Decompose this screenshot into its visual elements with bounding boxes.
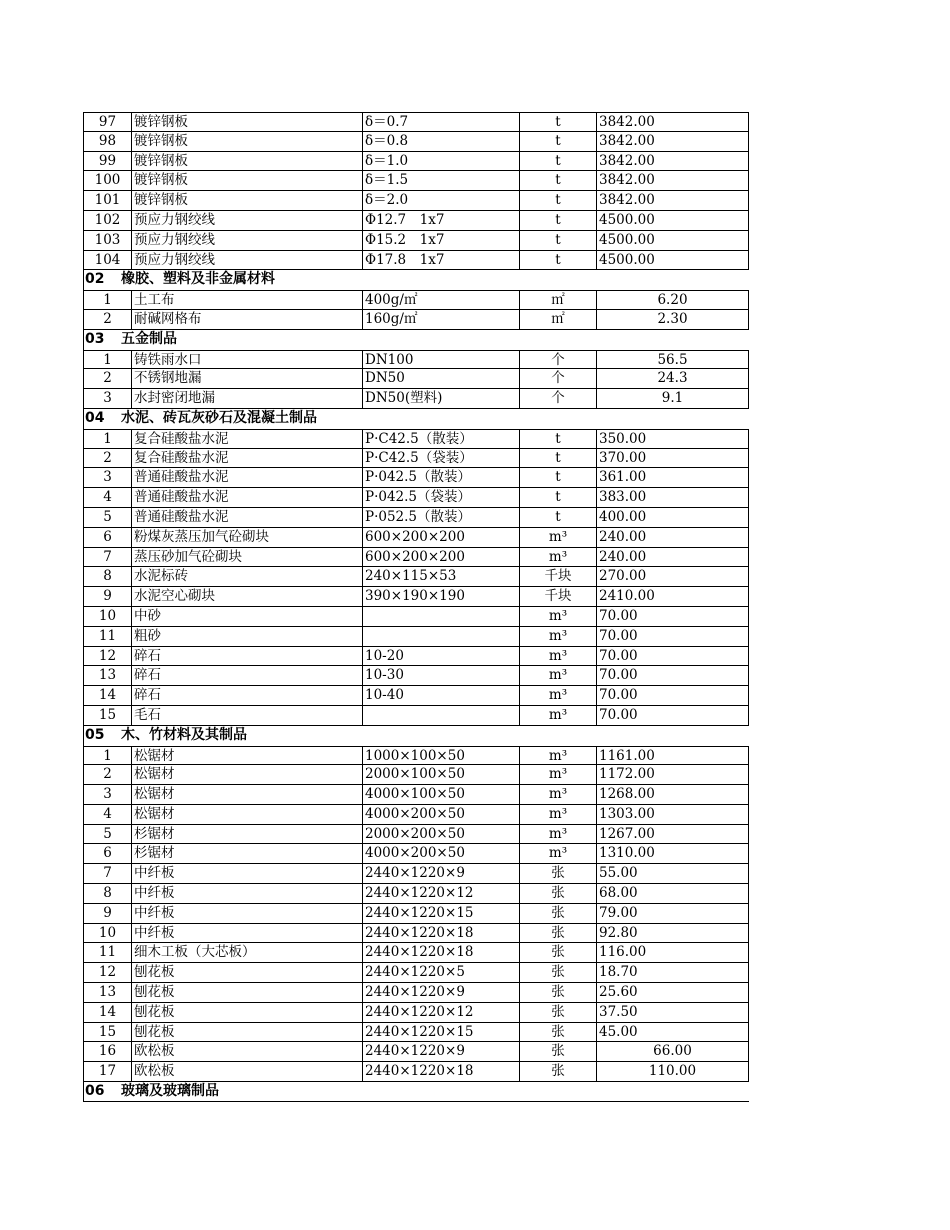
row-number-cell: 3 <box>83 785 131 805</box>
section-title: 五金制品 <box>121 330 177 347</box>
row-number-cell: 12 <box>83 647 131 667</box>
table-row <box>83 983 749 1003</box>
material-name-cell: 粗砂 <box>131 627 362 647</box>
row-number-cell: 97 <box>83 112 131 132</box>
row-number-cell: 13 <box>83 666 131 686</box>
unit-price-cell: 24.3 <box>596 369 749 389</box>
specification-cell: 600×200×200 <box>362 548 519 568</box>
table-row <box>83 548 749 568</box>
specification-cell: δ＝1.5 <box>362 171 519 191</box>
row-number-cell: 1 <box>83 350 131 370</box>
specification-cell: 2440×1220×9 <box>362 864 519 884</box>
material-name-cell: 中纤板 <box>131 864 362 884</box>
section-code: 05 <box>85 726 105 743</box>
unit-price-cell: 70.00 <box>596 607 749 627</box>
specification-cell: 2440×1220×18 <box>362 1062 519 1082</box>
row-number-cell: 7 <box>83 548 131 568</box>
unit-price-cell: 55.00 <box>596 864 749 884</box>
specification-cell: 2440×1220×15 <box>362 904 519 924</box>
row-number-cell: 13 <box>83 983 131 1003</box>
specification-cell: 4000×100×50 <box>362 785 519 805</box>
row-number-cell: 102 <box>83 211 131 231</box>
unit-price-cell: 4500.00 <box>596 211 749 231</box>
unit-price-cell: 37.50 <box>596 1003 749 1023</box>
unit-cell: m³ <box>519 844 596 864</box>
specification-cell: δ＝2.0 <box>362 191 519 211</box>
unit-cell: 个 <box>519 369 596 389</box>
unit-cell: m³ <box>519 825 596 845</box>
material-name-cell: 松锯材 <box>131 746 362 766</box>
unit-price-cell: 66.00 <box>596 1042 749 1062</box>
specification-cell: 400g/㎡ <box>362 290 519 310</box>
unit-price-cell: 383.00 <box>596 488 749 508</box>
specification-cell: 4000×200×50 <box>362 805 519 825</box>
unit-price-cell: 70.00 <box>596 647 749 667</box>
unit-price-cell: 361.00 <box>596 468 749 488</box>
section-header <box>83 726 749 746</box>
table-row <box>83 567 749 587</box>
unit-price-cell: 1267.00 <box>596 825 749 845</box>
material-name-cell: 中纤板 <box>131 904 362 924</box>
unit-price-cell: 68.00 <box>596 884 749 904</box>
table-row <box>83 765 749 785</box>
unit-cell: m³ <box>519 528 596 548</box>
material-name-cell: 杉锯材 <box>131 825 362 845</box>
specification-cell: 1000×100×50 <box>362 746 519 766</box>
unit-cell: m³ <box>519 706 596 726</box>
table-row <box>83 805 749 825</box>
specification-cell: P·042.5（散装） <box>362 468 519 488</box>
section-code: 02 <box>85 271 105 288</box>
unit-price-cell: 25.60 <box>596 983 749 1003</box>
row-number-cell: 2 <box>83 449 131 469</box>
material-name-cell: 普通硅酸盐水泥 <box>131 508 362 528</box>
table-row <box>83 647 749 667</box>
material-name-cell: 粉煤灰蒸压加气砼砌块 <box>131 528 362 548</box>
table-row <box>83 468 749 488</box>
table-row <box>83 746 749 766</box>
row-number-cell: 1 <box>83 746 131 766</box>
unit-cell: 张 <box>519 983 596 1003</box>
unit-cell: t <box>519 112 596 132</box>
specification-cell: 2440×1220×18 <box>362 924 519 944</box>
row-number-cell: 10 <box>83 924 131 944</box>
material-name-cell: 刨花板 <box>131 983 362 1003</box>
table-row <box>83 528 749 548</box>
row-number-cell: 98 <box>83 132 131 152</box>
specification-cell: 600×200×200 <box>362 528 519 548</box>
material-name-cell: 耐碱网格布 <box>131 310 362 330</box>
unit-price-cell: 4500.00 <box>596 231 749 251</box>
material-name-cell: 复合硅酸盐水泥 <box>131 449 362 469</box>
row-number-cell: 100 <box>83 171 131 191</box>
specification-cell: δ＝0.8 <box>362 132 519 152</box>
row-number-cell: 6 <box>83 844 131 864</box>
row-number-cell: 5 <box>83 508 131 528</box>
unit-price-cell: 70.00 <box>596 706 749 726</box>
table-row <box>83 904 749 924</box>
unit-cell: 张 <box>519 1003 596 1023</box>
specification-cell: 2440×1220×12 <box>362 884 519 904</box>
material-name-cell: 普通硅酸盐水泥 <box>131 488 362 508</box>
unit-price-cell: 400.00 <box>596 508 749 528</box>
table-row <box>83 152 749 172</box>
material-name-cell: 镀锌钢板 <box>131 152 362 172</box>
section-header <box>83 1082 749 1102</box>
row-number-cell: 16 <box>83 1042 131 1062</box>
unit-price-cell: 2410.00 <box>596 587 749 607</box>
material-name-cell: 镀锌钢板 <box>131 171 362 191</box>
table-row <box>83 429 749 449</box>
material-name-cell: 碎石 <box>131 666 362 686</box>
price-table <box>83 112 749 1102</box>
unit-cell: m³ <box>519 805 596 825</box>
row-number-cell: 4 <box>83 488 131 508</box>
material-name-cell: 镀锌钢板 <box>131 191 362 211</box>
specification-cell: 2440×1220×9 <box>362 1042 519 1062</box>
unit-cell: ㎡ <box>519 310 596 330</box>
table-row <box>83 864 749 884</box>
unit-cell: t <box>519 171 596 191</box>
specification-cell: 390×190×190 <box>362 587 519 607</box>
material-name-cell: 中纤板 <box>131 924 362 944</box>
unit-cell: m³ <box>519 666 596 686</box>
row-number-cell: 3 <box>83 389 131 409</box>
material-name-cell: 水封密闭地漏 <box>131 389 362 409</box>
unit-cell: t <box>519 508 596 528</box>
table-row <box>83 290 749 310</box>
specification-cell: Φ15.2 1x7 <box>362 231 519 251</box>
material-name-cell: 欧松板 <box>131 1042 362 1062</box>
specification-cell: 10-30 <box>362 666 519 686</box>
specification-cell: P·C42.5（散装） <box>362 429 519 449</box>
unit-price-cell: 4500.00 <box>596 251 749 271</box>
unit-cell: t <box>519 488 596 508</box>
material-name-cell: 刨花板 <box>131 963 362 983</box>
section-header <box>83 330 749 350</box>
specification-cell: 10-40 <box>362 686 519 706</box>
row-number-cell: 9 <box>83 587 131 607</box>
specification-cell <box>362 607 519 627</box>
unit-cell: m³ <box>519 686 596 706</box>
material-name-cell: 复合硅酸盐水泥 <box>131 429 362 449</box>
specification-cell: DN50(塑料) <box>362 389 519 409</box>
table-row <box>83 132 749 152</box>
section-title: 玻璃及玻璃制品 <box>121 1083 219 1100</box>
row-number-cell: 14 <box>83 1003 131 1023</box>
specification-cell: 2000×200×50 <box>362 825 519 845</box>
table-row <box>83 706 749 726</box>
unit-price-cell: 3842.00 <box>596 132 749 152</box>
table-row <box>83 1042 749 1062</box>
row-number-cell: 7 <box>83 864 131 884</box>
unit-cell: 张 <box>519 963 596 983</box>
unit-price-cell: 18.70 <box>596 963 749 983</box>
table-row <box>83 924 749 944</box>
unit-price-cell: 45.00 <box>596 1023 749 1043</box>
row-number-cell: 11 <box>83 627 131 647</box>
unit-cell: t <box>519 429 596 449</box>
material-name-cell: 碎石 <box>131 647 362 667</box>
specification-cell: 2440×1220×18 <box>362 943 519 963</box>
row-number-cell: 99 <box>83 152 131 172</box>
row-number-cell: 8 <box>83 567 131 587</box>
specification-cell: DN100 <box>362 350 519 370</box>
material-name-cell: 杉锯材 <box>131 844 362 864</box>
row-number-cell: 15 <box>83 1023 131 1043</box>
specification-cell: DN50 <box>362 369 519 389</box>
unit-price-cell: 1172.00 <box>596 765 749 785</box>
material-name-cell: 细木工板（大芯板） <box>131 943 362 963</box>
specification-cell: 160g/㎡ <box>362 310 519 330</box>
row-number-cell: 17 <box>83 1062 131 1082</box>
table-row <box>83 310 749 330</box>
unit-cell: 千块 <box>519 587 596 607</box>
specification-cell: 4000×200×50 <box>362 844 519 864</box>
table-row <box>83 1062 749 1082</box>
specification-cell: Φ17.8 1x7 <box>362 251 519 271</box>
unit-cell: m³ <box>519 647 596 667</box>
unit-cell: t <box>519 211 596 231</box>
table-row <box>83 171 749 191</box>
row-number-cell: 9 <box>83 904 131 924</box>
specification-cell: 2000×100×50 <box>362 765 519 785</box>
specification-cell: 10-20 <box>362 647 519 667</box>
material-name-cell: 松锯材 <box>131 785 362 805</box>
table-row <box>83 1023 749 1043</box>
unit-price-cell: 56.5 <box>596 350 749 370</box>
unit-cell: m³ <box>519 785 596 805</box>
unit-cell: t <box>519 251 596 271</box>
table-row <box>83 587 749 607</box>
unit-price-cell: 1268.00 <box>596 785 749 805</box>
table-row <box>83 211 749 231</box>
section-header <box>83 409 749 429</box>
table-row <box>83 231 749 251</box>
unit-price-cell: 70.00 <box>596 627 749 647</box>
unit-price-cell: 240.00 <box>596 548 749 568</box>
unit-price-cell: 3842.00 <box>596 171 749 191</box>
material-name-cell: 不锈钢地漏 <box>131 369 362 389</box>
unit-price-cell: 1161.00 <box>596 746 749 766</box>
material-name-cell: 刨花板 <box>131 1003 362 1023</box>
unit-price-cell: 270.00 <box>596 567 749 587</box>
specification-cell <box>362 627 519 647</box>
material-name-cell: 预应力钢绞线 <box>131 211 362 231</box>
specification-cell: P·042.5（袋装） <box>362 488 519 508</box>
specification-cell: 2440×1220×12 <box>362 1003 519 1023</box>
table-row <box>83 251 749 271</box>
unit-price-cell: 350.00 <box>596 429 749 449</box>
row-number-cell: 15 <box>83 706 131 726</box>
unit-cell: 千块 <box>519 567 596 587</box>
material-name-cell: 刨花板 <box>131 1023 362 1043</box>
unit-cell: 张 <box>519 1023 596 1043</box>
row-number-cell: 3 <box>83 468 131 488</box>
row-number-cell: 6 <box>83 528 131 548</box>
material-name-cell: 松锯材 <box>131 805 362 825</box>
section-title: 水泥、砖瓦灰砂石及混凝土制品 <box>121 409 317 426</box>
row-number-cell: 2 <box>83 310 131 330</box>
material-name-cell: 土工布 <box>131 290 362 310</box>
material-name-cell: 欧松板 <box>131 1062 362 1082</box>
row-number-cell: 2 <box>83 369 131 389</box>
table-row <box>83 884 749 904</box>
specification-cell: P·052.5（散装） <box>362 508 519 528</box>
table-row <box>83 666 749 686</box>
table-row <box>83 449 749 469</box>
table-row <box>83 963 749 983</box>
row-number-cell: 1 <box>83 290 131 310</box>
table-row <box>83 350 749 370</box>
section-code: 06 <box>85 1083 105 1100</box>
unit-cell: 张 <box>519 884 596 904</box>
unit-price-cell: 79.00 <box>596 904 749 924</box>
row-number-cell: 104 <box>83 251 131 271</box>
table-row <box>83 607 749 627</box>
unit-price-cell: 240.00 <box>596 528 749 548</box>
unit-price-cell: 1310.00 <box>596 844 749 864</box>
specification-cell: 240×115×53 <box>362 567 519 587</box>
table-row <box>83 627 749 647</box>
unit-price-cell: 3842.00 <box>596 152 749 172</box>
table-row <box>83 369 749 389</box>
unit-price-cell: 70.00 <box>596 686 749 706</box>
row-number-cell: 10 <box>83 607 131 627</box>
unit-cell: t <box>519 191 596 211</box>
unit-cell: t <box>519 152 596 172</box>
material-name-cell: 铸铁雨水口 <box>131 350 362 370</box>
table-row <box>83 825 749 845</box>
unit-cell: 张 <box>519 904 596 924</box>
unit-cell: m³ <box>519 746 596 766</box>
specification-cell: 2440×1220×15 <box>362 1023 519 1043</box>
material-name-cell: 水泥标砖 <box>131 567 362 587</box>
table-row <box>83 785 749 805</box>
row-number-cell: 14 <box>83 686 131 706</box>
specification-cell: P·C42.5（袋装） <box>362 449 519 469</box>
specification-cell <box>362 706 519 726</box>
unit-price-cell: 1303.00 <box>596 805 749 825</box>
unit-cell: m³ <box>519 765 596 785</box>
unit-cell: t <box>519 132 596 152</box>
table-row <box>83 844 749 864</box>
table-row <box>83 488 749 508</box>
table-row <box>83 112 749 132</box>
row-number-cell: 12 <box>83 963 131 983</box>
specification-cell: 2440×1220×9 <box>362 983 519 1003</box>
row-number-cell: 101 <box>83 191 131 211</box>
specification-cell: δ＝0.7 <box>362 112 519 132</box>
unit-price-cell: 6.20 <box>596 290 749 310</box>
material-name-cell: 镀锌钢板 <box>131 112 362 132</box>
specification-cell: δ＝1.0 <box>362 152 519 172</box>
material-name-cell: 预应力钢绞线 <box>131 251 362 271</box>
table-row <box>83 191 749 211</box>
row-number-cell: 103 <box>83 231 131 251</box>
unit-price-cell: 370.00 <box>596 449 749 469</box>
material-name-cell: 中纤板 <box>131 884 362 904</box>
material-name-cell: 镀锌钢板 <box>131 132 362 152</box>
material-name-cell: 预应力钢绞线 <box>131 231 362 251</box>
unit-price-cell: 2.30 <box>596 310 749 330</box>
unit-cell: 个 <box>519 389 596 409</box>
material-name-cell: 普通硅酸盐水泥 <box>131 468 362 488</box>
unit-cell: 张 <box>519 1042 596 1062</box>
section-title: 木、竹材料及其制品 <box>121 726 247 743</box>
unit-price-cell: 9.1 <box>596 389 749 409</box>
unit-cell: 个 <box>519 350 596 370</box>
unit-cell: t <box>519 449 596 469</box>
unit-price-cell: 3842.00 <box>596 191 749 211</box>
unit-cell: 张 <box>519 924 596 944</box>
unit-cell: m³ <box>519 607 596 627</box>
unit-cell: 张 <box>519 1062 596 1082</box>
unit-cell: 张 <box>519 943 596 963</box>
material-name-cell: 碎石 <box>131 686 362 706</box>
row-number-cell: 2 <box>83 765 131 785</box>
unit-cell: t <box>519 231 596 251</box>
row-number-cell: 11 <box>83 943 131 963</box>
unit-cell: 张 <box>519 864 596 884</box>
section-code: 04 <box>85 409 105 426</box>
section-code: 03 <box>85 330 105 347</box>
table-row <box>83 1003 749 1023</box>
unit-price-cell: 3842.00 <box>596 112 749 132</box>
material-name-cell: 中砂 <box>131 607 362 627</box>
table-row <box>83 508 749 528</box>
unit-price-cell: 92.80 <box>596 924 749 944</box>
material-name-cell: 水泥空心砌块 <box>131 587 362 607</box>
material-name-cell: 松锯材 <box>131 765 362 785</box>
material-name-cell: 蒸压砂加气砼砌块 <box>131 548 362 568</box>
row-number-cell: 8 <box>83 884 131 904</box>
section-title: 橡胶、塑料及非金属材料 <box>121 271 275 288</box>
section-header <box>83 270 749 290</box>
unit-cell: m³ <box>519 548 596 568</box>
unit-price-cell: 70.00 <box>596 666 749 686</box>
table-row <box>83 686 749 706</box>
specification-cell: Φ12.7 1x7 <box>362 211 519 231</box>
row-number-cell: 4 <box>83 805 131 825</box>
unit-cell: ㎡ <box>519 290 596 310</box>
unit-cell: m³ <box>519 627 596 647</box>
unit-cell: t <box>519 468 596 488</box>
material-name-cell: 毛石 <box>131 706 362 726</box>
table-row <box>83 943 749 963</box>
specification-cell: 2440×1220×5 <box>362 963 519 983</box>
row-number-cell: 1 <box>83 429 131 449</box>
unit-price-cell: 110.00 <box>596 1062 749 1082</box>
row-number-cell: 5 <box>83 825 131 845</box>
unit-price-cell: 116.00 <box>596 943 749 963</box>
table-row <box>83 389 749 409</box>
